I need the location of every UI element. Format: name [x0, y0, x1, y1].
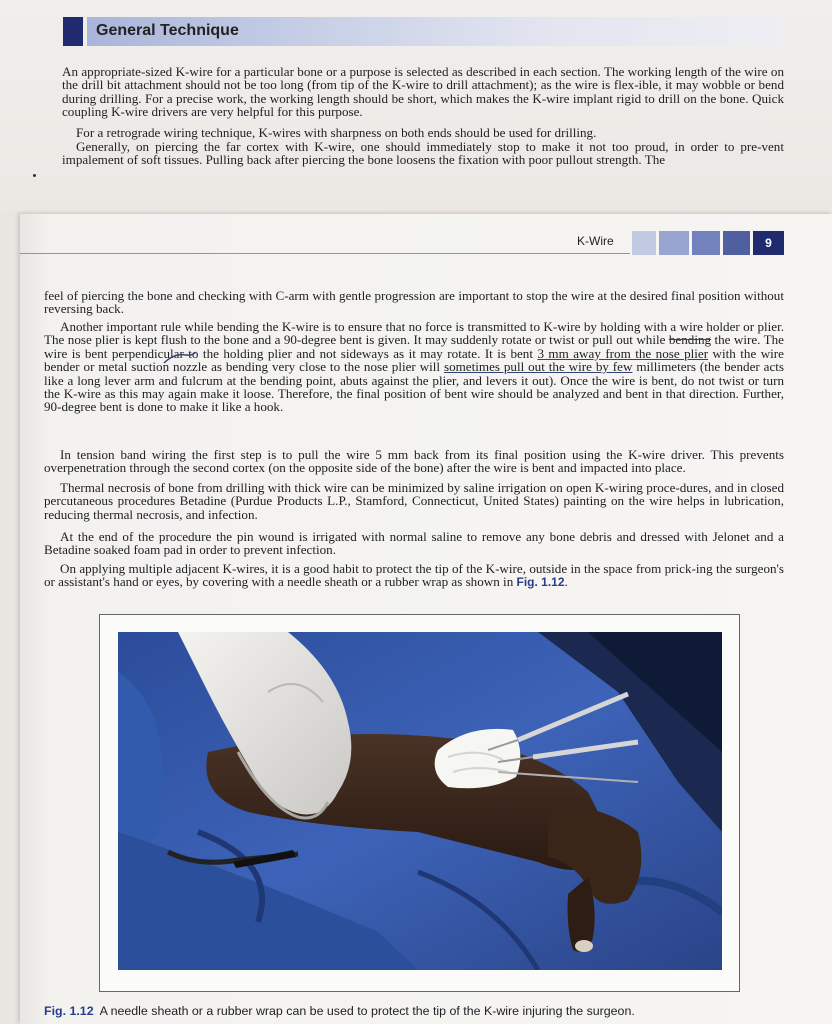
header-block	[632, 231, 656, 255]
top-paragraph-3: Generally, on piercing the far cortex with K-wire, one should immediately stop to make it not too proud, in order to pre-vent impalement of soft tissues. Pulling back after piercing the bone loosens the fixation with poor pullout strength. The	[62, 139, 784, 168]
section-marker	[63, 17, 83, 46]
page-number: 9	[753, 231, 784, 255]
body-paragraph-4: Thermal necrosis of bone from drilling with thick wire can be minimized by saline irrigation on open K-wiring proce-dures, and in closed percutaneous procedures Betadine (Purdue Products L.P., Stamford, Connecticut, United States) painting on the wire helps in lubrication, reducing thermal necrosis, and infection.	[44, 480, 784, 522]
running-header-title: K-Wire	[577, 234, 614, 248]
crossed-word: bending	[668, 332, 712, 348]
underlined-phrase: sometimes pull out the wire by few	[443, 359, 633, 375]
header-block	[659, 231, 689, 255]
section-title: General Technique	[96, 22, 239, 39]
figure-photo	[118, 632, 722, 970]
underlined-phrase: 3 mm away from the nose plier	[537, 345, 709, 361]
figure-caption	[44, 1004, 635, 1018]
header-block	[692, 231, 720, 255]
body-paragraph-5: At the end of the procedure the pin wound is irrigated with normal saline to remove any bone debris and dressed with Jelonet and a Betadine soaked foam pad in order to prevent infection.	[44, 529, 784, 558]
running-header-rule	[20, 253, 630, 254]
figure-reference: Fig. 1.12	[516, 575, 565, 590]
figure-label: Fig. 1.12	[44, 1004, 94, 1018]
top-paragraph-2: For a retrograde wiring technique, K-wires with sharpness on both ends should be used for drilling.	[76, 125, 597, 140]
body-paragraph-2: Another important rule while bending the K-wire is to ensure that no force is transmitted to K-wire by holding with a wire holder or plier. The nose plier is kept flush to the bone and a 90-degree bent is given. It may suddenly rotate or twist or pull out while bending the wire. The wire is bent perpendicular to the holding plier and not sideways as it may rotate. It is bent 3 mm away from the nose plier with the wire bender or metal suction nozzle as bending very close to the nose plier will sometimes pull out the wire by few millimeters (the bender acts like a long lever arm and fulcrum at the bending point, abuts against the plier, and levers it out). Once the wire is bent, do not twist or turn the K-wire as this may again make it loose. Therefore, the final position of bent wire should be analyzed and bent in that direction. Further, 90-degree bent is done to make it like a hook.	[44, 319, 784, 415]
figure-caption-text: A needle sheath or a rubber wrap can be used to protect the tip of the K-wire injuring the surgeon.	[99, 1004, 635, 1018]
top-paragraph-1: An appropriate-sized K-wire for a particular bone or a purpose is selected as described in each section. The working length of the wire on the drill bit attachment should not be too long (from tip of the K-wire to drill attachment); as the wire is flex-ible, it may wobble or bend during drilling. For a precise work, the working length should be short, which makes the K-wire implant rigid to drill on the bone. Quick coupling K-wire drivers are very helpful for this purpose.	[62, 64, 784, 119]
stray-dot	[33, 174, 36, 177]
handwritten-mark-icon	[160, 349, 200, 369]
header-block	[723, 231, 750, 255]
body-paragraph-6: On applying multiple adjacent K-wires, it is a good habit to protect the tip of the K-wire, outside in the space from prick-ing the surgeon's or assistant's hand or eyes, by covering with a needle sheath or a rubber wrap as shown in Fig. 1.12.	[44, 561, 784, 590]
body-paragraph-1: feel of piercing the bone and checking with C-arm with gentle progression are important to stop the wire at the desired final position without reversing back.	[44, 288, 784, 317]
surgical-photo-illustration	[118, 632, 722, 970]
body-paragraph-3: In tension band wiring the first step is to pull the wire 5 mm back from its final position using the K-wire driver. This prevents overpenetration through the second cortex (on the opposite side of the bone) after the wire is bent and impacted into place.	[44, 447, 784, 476]
